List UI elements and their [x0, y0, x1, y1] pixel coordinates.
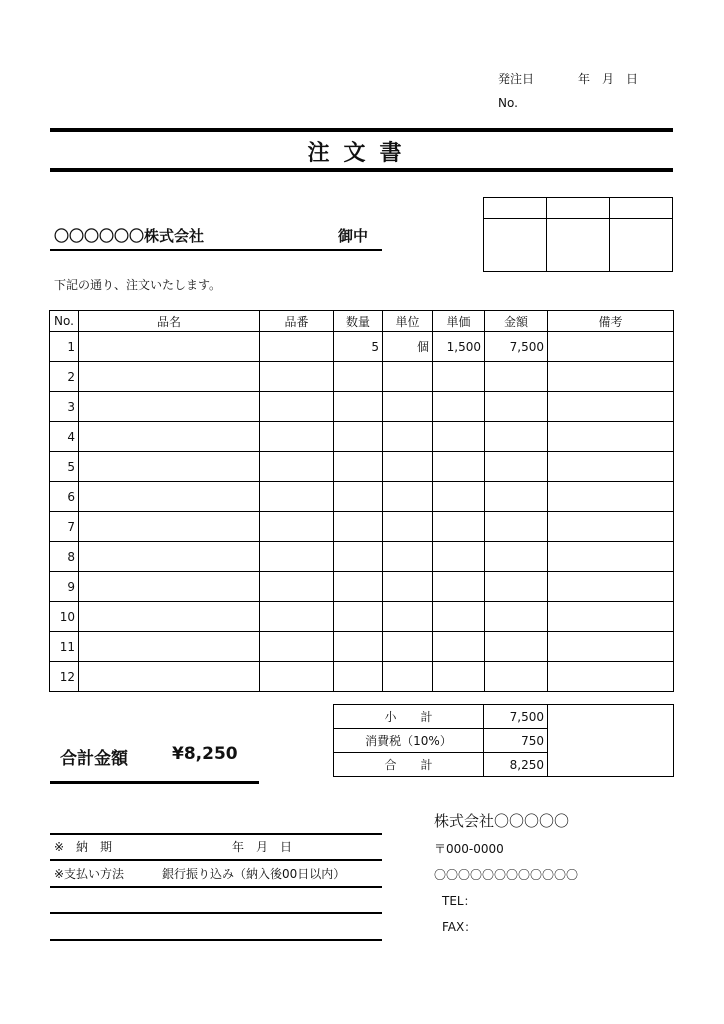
table-cell	[334, 542, 383, 572]
tax-value: 750	[484, 729, 548, 753]
table-cell	[485, 512, 548, 542]
delivery-label: ※ 納 期	[54, 840, 113, 854]
title-rule-top	[50, 128, 673, 132]
table-cell	[548, 632, 674, 662]
table-cell	[79, 362, 260, 392]
table-cell	[334, 662, 383, 692]
sender-address: 〇〇〇〇〇〇〇〇〇〇〇〇	[434, 868, 579, 882]
recipient-underline	[50, 249, 382, 251]
table-cell	[334, 482, 383, 512]
subtotal-row	[334, 705, 674, 729]
table-cell: 5	[50, 452, 79, 482]
table-row	[50, 542, 674, 572]
items-table	[49, 310, 674, 692]
payment-label: ※支払い方法	[54, 867, 125, 881]
tax-label: 消費税（10%）	[334, 729, 484, 753]
table-cell	[433, 542, 485, 572]
stamp-cell	[547, 219, 610, 272]
table-cell	[548, 452, 674, 482]
table-cell	[383, 512, 433, 542]
table-cell: 2	[50, 362, 79, 392]
grand-total-label: 合計金額	[60, 749, 128, 769]
stamp-header-cell	[484, 198, 547, 219]
column-header: 単位	[383, 311, 433, 332]
table-cell	[485, 662, 548, 692]
table-cell	[433, 422, 485, 452]
sender-tel: TEL：	[442, 894, 476, 908]
table-cell	[548, 662, 674, 692]
table-cell	[383, 392, 433, 422]
table-cell: 個	[383, 332, 433, 362]
table-cell	[260, 482, 334, 512]
table-cell	[383, 602, 433, 632]
stamp-header-cell	[547, 198, 610, 219]
table-cell	[433, 452, 485, 482]
table-cell	[383, 662, 433, 692]
table-row	[50, 632, 674, 662]
table-cell	[485, 572, 548, 602]
table-cell	[334, 452, 383, 482]
column-header: 品番	[260, 311, 334, 332]
table-cell	[548, 422, 674, 452]
table-cell	[334, 392, 383, 422]
grand-total-underline	[50, 781, 259, 784]
table-cell: 9	[50, 572, 79, 602]
table-row	[50, 422, 674, 452]
table-cell	[334, 572, 383, 602]
table-row	[50, 452, 674, 482]
table-cell	[334, 602, 383, 632]
grand-total-value: ¥8,250	[172, 744, 238, 764]
table-row	[50, 572, 674, 602]
stamp-header-cell	[610, 198, 673, 219]
table-cell: 1	[50, 332, 79, 362]
table-cell	[260, 632, 334, 662]
table-row	[50, 392, 674, 422]
table-cell	[485, 452, 548, 482]
table-cell	[548, 392, 674, 422]
table-row	[50, 332, 674, 362]
table-cell	[334, 632, 383, 662]
sender-fax: FAX：	[442, 920, 477, 934]
table-row	[50, 362, 674, 392]
terms-rule	[50, 912, 382, 914]
table-cell	[433, 602, 485, 632]
table-cell	[548, 572, 674, 602]
table-cell	[433, 662, 485, 692]
table-cell: 10	[50, 602, 79, 632]
table-cell: 4	[50, 422, 79, 452]
subtotal-value: 7,500	[484, 705, 548, 729]
table-cell: 1,500	[433, 332, 485, 362]
table-cell	[260, 542, 334, 572]
recipient-name: 〇〇〇〇〇〇株式会社	[54, 227, 205, 245]
sender-company: 株式会社〇〇〇〇〇	[434, 812, 570, 830]
column-header: 品名	[79, 311, 260, 332]
table-cell	[79, 602, 260, 632]
table-cell: 7	[50, 512, 79, 542]
terms-rule	[50, 833, 382, 835]
column-header: 金額	[485, 311, 548, 332]
table-cell	[383, 542, 433, 572]
order-date-value: 年 月 日	[578, 72, 639, 86]
payment-value: 銀行振り込み（納入後00日以内）	[162, 867, 346, 881]
table-cell: 8	[50, 542, 79, 572]
page-title: 注文書	[307, 141, 416, 166]
table-cell: 6	[50, 482, 79, 512]
table-cell: 7,500	[485, 332, 548, 362]
table-row	[50, 662, 674, 692]
table-cell	[260, 572, 334, 602]
delivery-value: 年 月 日	[232, 840, 293, 854]
table-row	[50, 602, 674, 632]
column-header: No.	[50, 311, 79, 332]
approval-stamp-boxes	[483, 197, 673, 272]
table-cell	[433, 392, 485, 422]
table-cell	[548, 332, 674, 362]
table-cell	[485, 632, 548, 662]
table-cell	[334, 512, 383, 542]
table-cell	[79, 542, 260, 572]
table-cell	[260, 362, 334, 392]
table-cell	[433, 512, 485, 542]
sender-postal: 〒000-0000	[434, 842, 504, 856]
stamp-cell	[484, 219, 547, 272]
table-cell	[79, 572, 260, 602]
table-row	[50, 482, 674, 512]
intro-text: 下記の通り、注文いたします。	[54, 278, 222, 292]
table-cell	[79, 422, 260, 452]
table-cell	[433, 632, 485, 662]
table-cell	[79, 632, 260, 662]
table-cell	[334, 362, 383, 392]
table-cell	[383, 422, 433, 452]
table-cell	[383, 632, 433, 662]
table-cell	[485, 482, 548, 512]
table-cell: 3	[50, 392, 79, 422]
table-cell	[433, 572, 485, 602]
table-cell	[548, 512, 674, 542]
table-cell: 11	[50, 632, 79, 662]
table-cell	[260, 332, 334, 362]
table-cell	[260, 602, 334, 632]
order-date-label: 発注日	[498, 72, 535, 86]
table-cell	[79, 452, 260, 482]
table-cell	[548, 482, 674, 512]
table-cell	[383, 572, 433, 602]
summary-table	[333, 704, 674, 777]
table-cell	[485, 392, 548, 422]
column-header: 数量	[334, 311, 383, 332]
table-row	[50, 512, 674, 542]
table-cell	[485, 602, 548, 632]
table-cell	[79, 392, 260, 422]
terms-rule	[50, 939, 382, 941]
table-cell	[79, 662, 260, 692]
table-cell	[79, 332, 260, 362]
column-header: 単価	[433, 311, 485, 332]
total-label: 合 計	[334, 753, 484, 777]
stamp-cell	[610, 219, 673, 272]
table-cell	[79, 482, 260, 512]
table-cell	[260, 422, 334, 452]
table-cell	[433, 482, 485, 512]
table-cell	[433, 362, 485, 392]
terms-rule	[50, 859, 382, 861]
table-cell: 5	[334, 332, 383, 362]
table-cell	[334, 422, 383, 452]
table-cell	[260, 512, 334, 542]
title-rule-bottom	[50, 168, 673, 172]
table-cell	[485, 362, 548, 392]
table-cell	[383, 482, 433, 512]
table-cell	[548, 362, 674, 392]
summary-blank-cell	[548, 705, 674, 777]
table-cell	[260, 452, 334, 482]
table-cell	[383, 452, 433, 482]
table-cell: 12	[50, 662, 79, 692]
table-cell	[485, 542, 548, 572]
table-cell	[260, 392, 334, 422]
total-value: 8,250	[484, 753, 548, 777]
terms-rule	[50, 886, 382, 888]
table-cell	[260, 662, 334, 692]
subtotal-label: 小 計	[334, 705, 484, 729]
table-cell	[485, 422, 548, 452]
table-cell	[548, 602, 674, 632]
table-cell	[383, 362, 433, 392]
table-cell	[79, 512, 260, 542]
column-header: 備考	[548, 311, 674, 332]
recipient-honorific: 御中	[338, 227, 369, 245]
order-no-label: No.	[498, 96, 518, 110]
table-cell	[548, 542, 674, 572]
